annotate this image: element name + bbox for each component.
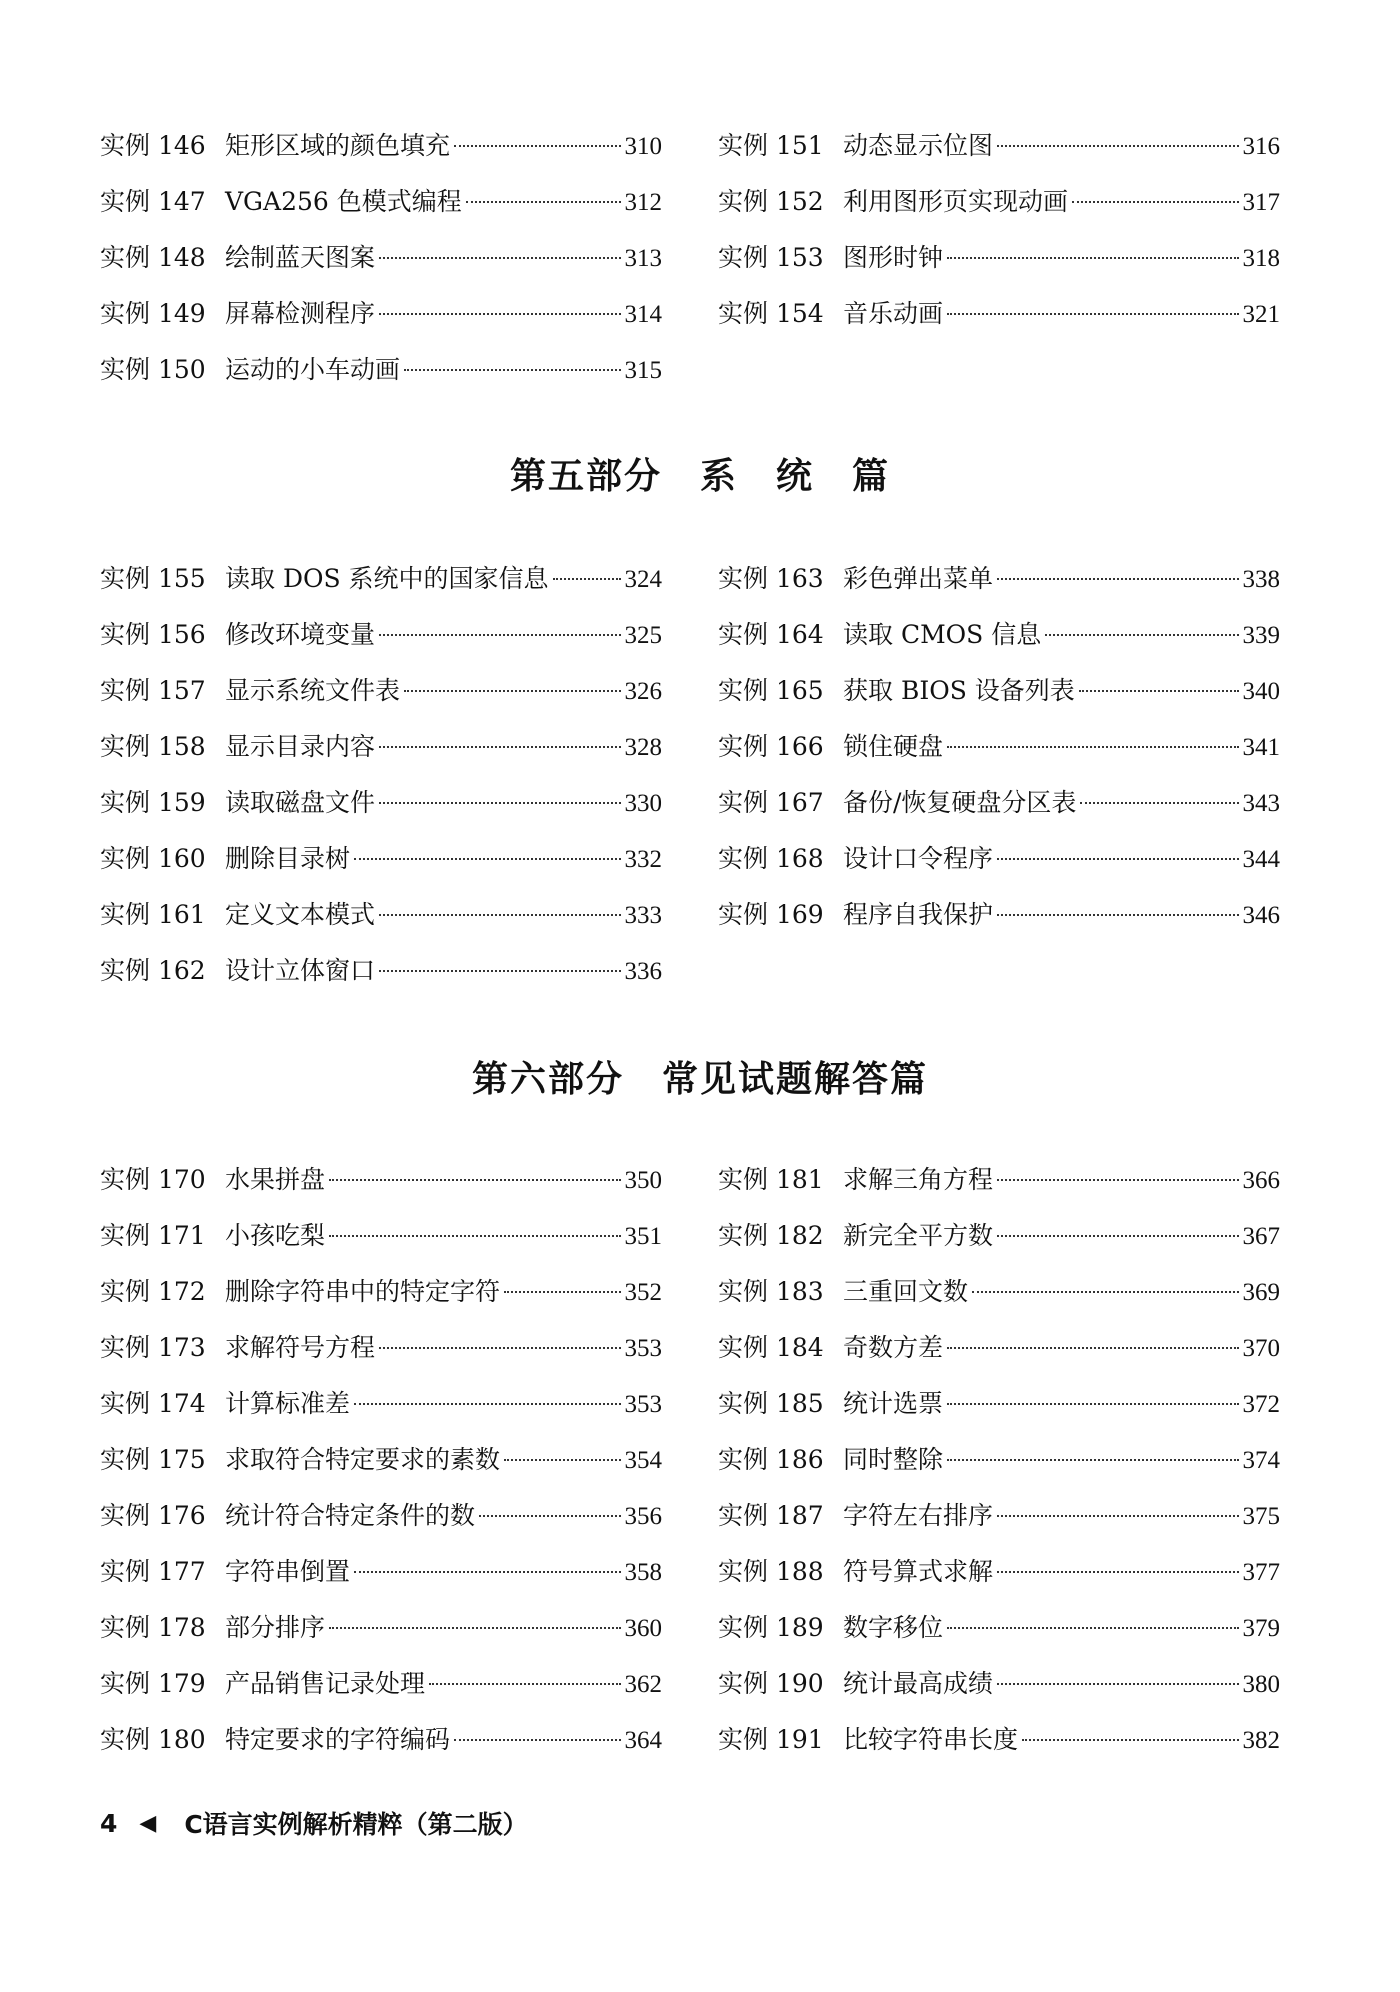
toc-entry — [100, 286, 662, 342]
toc-entry — [718, 1264, 1280, 1320]
entry-page-number: 374 — [1242, 1447, 1280, 1474]
entry-page-number: 351 — [624, 1223, 662, 1250]
entry-page-number: 353 — [624, 1335, 662, 1362]
entry-number: 实例 163 — [718, 564, 824, 593]
dot-leader — [404, 369, 620, 371]
dot-leader — [379, 257, 620, 259]
entry-number: 实例 147 — [100, 187, 206, 216]
entry-title: 读取磁盘文件 — [225, 788, 376, 817]
entry-page-number: 382 — [1242, 1727, 1280, 1754]
dot-leader — [479, 1515, 620, 1517]
toc-entry — [100, 230, 662, 286]
section-title-part5: 第五部分 系 统 篇 — [509, 456, 890, 497]
dot-leader — [1079, 690, 1239, 692]
toc-entry — [718, 831, 1280, 887]
dot-leader — [997, 1235, 1238, 1237]
dot-leader — [379, 746, 620, 748]
dot-leader — [504, 1291, 620, 1293]
toc-entry — [718, 174, 1280, 230]
entry-page-number: 353 — [624, 1391, 662, 1418]
entry-page-number: 321 — [1242, 301, 1280, 328]
dot-leader — [553, 578, 621, 580]
dot-leader — [354, 1571, 620, 1573]
toc-column-left — [100, 118, 662, 398]
entry-page-number: 360 — [624, 1615, 662, 1642]
toc-entry — [100, 719, 662, 775]
entry-number: 实例 170 — [100, 1165, 206, 1194]
entry-title: 矩形区域的颜色填充 — [225, 131, 451, 160]
toc-entry — [100, 1600, 662, 1656]
toc-entry — [100, 174, 662, 230]
entry-page-number: 344 — [1242, 846, 1280, 873]
entry-title: 符号算式求解 — [843, 1557, 994, 1586]
entry-page-number: 326 — [624, 678, 662, 705]
entry-page-number: 332 — [624, 846, 662, 873]
entry-number: 实例 153 — [718, 243, 824, 272]
dot-leader — [404, 690, 620, 692]
entry-page-number: 367 — [1242, 1223, 1280, 1250]
dot-leader — [1045, 634, 1238, 636]
toc-entry — [718, 1432, 1280, 1488]
dot-leader — [329, 1627, 620, 1629]
entry-title: 部分排序 — [225, 1613, 326, 1642]
book-title: C语言实例解析精粹（第二版） — [184, 1810, 528, 1839]
entry-number: 实例 171 — [100, 1221, 206, 1250]
entry-title: 统计选票 — [843, 1389, 944, 1418]
entry-page-number: 379 — [1242, 1615, 1280, 1642]
entry-page-number: 358 — [624, 1559, 662, 1586]
dot-leader — [997, 1515, 1238, 1517]
entry-number: 实例 191 — [718, 1725, 824, 1754]
entry-page-number: 328 — [624, 734, 662, 761]
entry-number: 实例 188 — [718, 1557, 824, 1586]
entry-number: 实例 164 — [718, 620, 824, 649]
entry-title: 绘制蓝天图案 — [225, 243, 376, 272]
dot-leader — [466, 201, 621, 203]
toc-entry — [718, 663, 1280, 719]
entry-number: 实例 185 — [718, 1389, 824, 1418]
entry-title: 删除目录树 — [225, 844, 351, 873]
dot-leader — [379, 802, 620, 804]
dot-leader — [997, 858, 1238, 860]
toc-entry — [718, 1208, 1280, 1264]
entry-number: 实例 152 — [718, 187, 824, 216]
entry-title: 彩色弹出菜单 — [843, 564, 994, 593]
entry-title: 音乐动画 — [843, 299, 944, 328]
entry-title: 小孩吃梨 — [225, 1221, 326, 1250]
entry-number: 实例 172 — [100, 1277, 206, 1306]
dot-leader — [997, 145, 1238, 147]
toc-entry — [718, 286, 1280, 342]
entry-page-number: 377 — [1242, 1559, 1280, 1586]
entry-number: 实例 173 — [100, 1333, 206, 1362]
toc-entry — [100, 887, 662, 943]
entry-number: 实例 166 — [718, 732, 824, 761]
dot-leader — [454, 1739, 620, 1741]
entry-title: 备份/恢复硬盘分区表 — [843, 788, 1077, 817]
entry-title: 求解三角方程 — [843, 1165, 994, 1194]
entry-page-number: 352 — [624, 1279, 662, 1306]
left-arrow-icon: ◀ — [139, 1810, 157, 1836]
entry-page-number: 333 — [624, 902, 662, 929]
toc-entry — [718, 1712, 1280, 1768]
dot-leader — [997, 914, 1238, 916]
entry-number: 实例 168 — [718, 844, 824, 873]
dot-leader — [997, 578, 1238, 580]
dot-leader — [379, 914, 620, 916]
entry-number: 实例 158 — [100, 732, 206, 761]
dot-leader — [379, 313, 620, 315]
entry-number: 实例 156 — [100, 620, 206, 649]
entry-title: 显示系统文件表 — [225, 676, 401, 705]
entry-page-number: 350 — [624, 1167, 662, 1194]
entry-title: 程序自我保护 — [843, 900, 994, 929]
toc-entry — [718, 887, 1280, 943]
entry-number: 实例 154 — [718, 299, 824, 328]
toc-entry — [718, 775, 1280, 831]
dot-leader — [1072, 201, 1238, 203]
entry-number: 实例 148 — [100, 243, 206, 272]
dot-leader — [997, 1683, 1238, 1685]
entry-page-number: 356 — [624, 1503, 662, 1530]
entry-page-number: 380 — [1242, 1671, 1280, 1698]
entry-number: 实例 149 — [100, 299, 206, 328]
entry-page-number: 325 — [624, 622, 662, 649]
entry-number: 实例 169 — [718, 900, 824, 929]
dot-leader — [379, 1347, 620, 1349]
toc-entry — [100, 943, 662, 999]
toc-section-4-block — [100, 118, 1280, 398]
entry-number: 实例 167 — [718, 788, 824, 817]
dot-leader — [947, 746, 1238, 748]
entry-title: 读取 CMOS 信息 — [843, 620, 1042, 649]
entry-page-number: 318 — [1242, 245, 1280, 272]
entry-title: 求解符号方程 — [225, 1333, 376, 1362]
entry-number: 实例 184 — [718, 1333, 824, 1362]
entry-number: 实例 159 — [100, 788, 206, 817]
entry-title: 读取 DOS 系统中的国家信息 — [225, 564, 549, 593]
toc-column-left — [100, 551, 662, 999]
entry-number: 实例 155 — [100, 564, 206, 593]
entry-title: 设计立体窗口 — [225, 956, 376, 985]
entry-title: 运动的小车动画 — [225, 355, 401, 384]
entry-number: 实例 186 — [718, 1445, 824, 1474]
dot-leader — [947, 1627, 1238, 1629]
dot-leader — [947, 313, 1238, 315]
entry-page-number: 362 — [624, 1671, 662, 1698]
entry-page-number: 375 — [1242, 1503, 1280, 1530]
entry-number: 实例 180 — [100, 1725, 206, 1754]
entry-page-number: 364 — [624, 1727, 662, 1754]
entry-page-number: 316 — [1242, 133, 1280, 160]
entry-title: 三重回文数 — [843, 1277, 969, 1306]
dot-leader — [354, 1403, 620, 1405]
entry-title: 修改环境变量 — [225, 620, 376, 649]
page-footer — [100, 1805, 528, 1841]
toc-entry — [718, 1376, 1280, 1432]
dot-leader — [454, 145, 620, 147]
toc-entry — [718, 1600, 1280, 1656]
dot-leader — [997, 1571, 1238, 1573]
entry-title: 比较字符串长度 — [843, 1725, 1019, 1754]
entry-page-number: 317 — [1242, 189, 1280, 216]
entry-title: 产品销售记录处理 — [225, 1669, 426, 1698]
dot-leader — [1022, 1739, 1238, 1741]
toc-entry — [100, 118, 662, 174]
toc-entry — [718, 1488, 1280, 1544]
entry-page-number: 369 — [1242, 1279, 1280, 1306]
entry-page-number: 324 — [624, 566, 662, 593]
entry-page-number: 341 — [1242, 734, 1280, 761]
entry-title: 获取 BIOS 设备列表 — [843, 676, 1075, 705]
entry-title: 删除字符串中的特定字符 — [225, 1277, 501, 1306]
dot-leader — [504, 1459, 620, 1461]
entry-number: 实例 162 — [100, 956, 206, 985]
toc-entry — [718, 230, 1280, 286]
toc-entry — [100, 551, 662, 607]
entry-title: 动态显示位图 — [843, 131, 994, 160]
dot-leader — [429, 1683, 620, 1685]
entry-number: 实例 176 — [100, 1501, 206, 1530]
dot-leader — [329, 1179, 620, 1181]
entry-title: 数字移位 — [843, 1613, 944, 1642]
entry-number: 实例 161 — [100, 900, 206, 929]
entry-number: 实例 150 — [100, 355, 206, 384]
entry-title: 新完全平方数 — [843, 1221, 994, 1250]
toc-entry — [718, 719, 1280, 775]
entry-number: 实例 151 — [718, 131, 824, 160]
entry-number: 实例 177 — [100, 1557, 206, 1586]
toc-section-6-block — [100, 1152, 1280, 1768]
entry-page-number: 338 — [1242, 566, 1280, 593]
entry-page-number: 340 — [1242, 678, 1280, 705]
toc-entry — [100, 1152, 662, 1208]
dot-leader — [947, 257, 1238, 259]
toc-column-right — [718, 551, 1280, 999]
entry-number: 实例 178 — [100, 1613, 206, 1642]
entry-title: 图形时钟 — [843, 243, 944, 272]
entry-page-number: 314 — [624, 301, 662, 328]
entry-page-number: 346 — [1242, 902, 1280, 929]
entry-page-number: 330 — [624, 790, 662, 817]
toc-entry — [100, 663, 662, 719]
entry-title: VGA256 色模式编程 — [225, 187, 462, 216]
entry-title: 显示目录内容 — [225, 732, 376, 761]
entry-number: 实例 146 — [100, 131, 206, 160]
entry-number: 实例 174 — [100, 1389, 206, 1418]
entry-number: 实例 190 — [718, 1669, 824, 1698]
toc-entry — [718, 118, 1280, 174]
dot-leader — [947, 1347, 1238, 1349]
entry-number: 实例 183 — [718, 1277, 824, 1306]
entry-page-number: 310 — [624, 133, 662, 160]
toc-column-right — [718, 1152, 1280, 1768]
entry-title: 同时整除 — [843, 1445, 944, 1474]
entry-title: 屏幕检测程序 — [225, 299, 376, 328]
entry-title: 计算标准差 — [225, 1389, 351, 1418]
entry-title: 锁住硬盘 — [843, 732, 944, 761]
dot-leader — [329, 1235, 620, 1237]
toc-entry — [100, 1208, 662, 1264]
section-title-part6: 第六部分 常见试题解答篇 — [471, 1059, 928, 1100]
entry-title: 奇数方差 — [843, 1333, 944, 1362]
dot-leader — [379, 634, 620, 636]
toc-entry — [100, 1656, 662, 1712]
toc-entry — [100, 1320, 662, 1376]
entry-page-number: 366 — [1242, 1167, 1280, 1194]
entry-page-number: 312 — [624, 189, 662, 216]
entry-number: 实例 160 — [100, 844, 206, 873]
entry-page-number: 336 — [624, 958, 662, 985]
entry-page-number: 343 — [1242, 790, 1280, 817]
toc-entry — [100, 775, 662, 831]
toc-entry — [100, 1712, 662, 1768]
dot-leader — [997, 1179, 1238, 1181]
toc-entry — [718, 1152, 1280, 1208]
toc-entry — [100, 1488, 662, 1544]
entry-page-number: 354 — [624, 1447, 662, 1474]
entry-title: 利用图形页实现动画 — [843, 187, 1069, 216]
entry-title: 字符左右排序 — [843, 1501, 994, 1530]
entry-page-number: 313 — [624, 245, 662, 272]
entry-title: 特定要求的字符编码 — [225, 1725, 451, 1754]
toc-entry — [718, 1320, 1280, 1376]
entry-number: 实例 181 — [718, 1165, 824, 1194]
entry-title: 求取符合特定要求的素数 — [225, 1445, 501, 1474]
entry-page-number: 372 — [1242, 1391, 1280, 1418]
toc-entry — [718, 1544, 1280, 1600]
toc-entry — [100, 1376, 662, 1432]
entry-page-number: 370 — [1242, 1335, 1280, 1362]
page-number: 4 — [100, 1808, 118, 1838]
dot-leader — [972, 1291, 1238, 1293]
entry-number: 实例 179 — [100, 1669, 206, 1698]
entry-title: 统计符合特定条件的数 — [225, 1501, 476, 1530]
entry-number: 实例 182 — [718, 1221, 824, 1250]
entry-page-number: 315 — [624, 357, 662, 384]
dot-leader — [1080, 802, 1238, 804]
toc-entry — [100, 1432, 662, 1488]
entry-title: 设计口令程序 — [843, 844, 994, 873]
toc-entry — [718, 551, 1280, 607]
entry-title: 统计最高成绩 — [843, 1669, 994, 1698]
entry-title: 字符串倒置 — [225, 1557, 351, 1586]
entry-title: 水果拼盘 — [225, 1165, 326, 1194]
entry-title: 定义文本模式 — [225, 900, 376, 929]
toc-entry — [100, 1264, 662, 1320]
toc-entry — [718, 607, 1280, 663]
entry-number: 实例 187 — [718, 1501, 824, 1530]
entry-number: 实例 157 — [100, 676, 206, 705]
entry-page-number: 339 — [1242, 622, 1280, 649]
toc-section-5-block — [100, 551, 1280, 999]
entry-number: 实例 189 — [718, 1613, 824, 1642]
toc-entry — [100, 831, 662, 887]
toc-entry — [718, 1656, 1280, 1712]
toc-column-left — [100, 1152, 662, 1768]
toc-entry — [100, 1544, 662, 1600]
dot-leader — [947, 1403, 1238, 1405]
entry-number: 实例 175 — [100, 1445, 206, 1474]
dot-leader — [354, 858, 620, 860]
toc-entry — [100, 607, 662, 663]
dot-leader — [947, 1459, 1238, 1461]
entry-number: 实例 165 — [718, 676, 824, 705]
toc-entry — [100, 342, 662, 398]
dot-leader — [379, 970, 620, 972]
toc-column-right — [718, 118, 1280, 398]
